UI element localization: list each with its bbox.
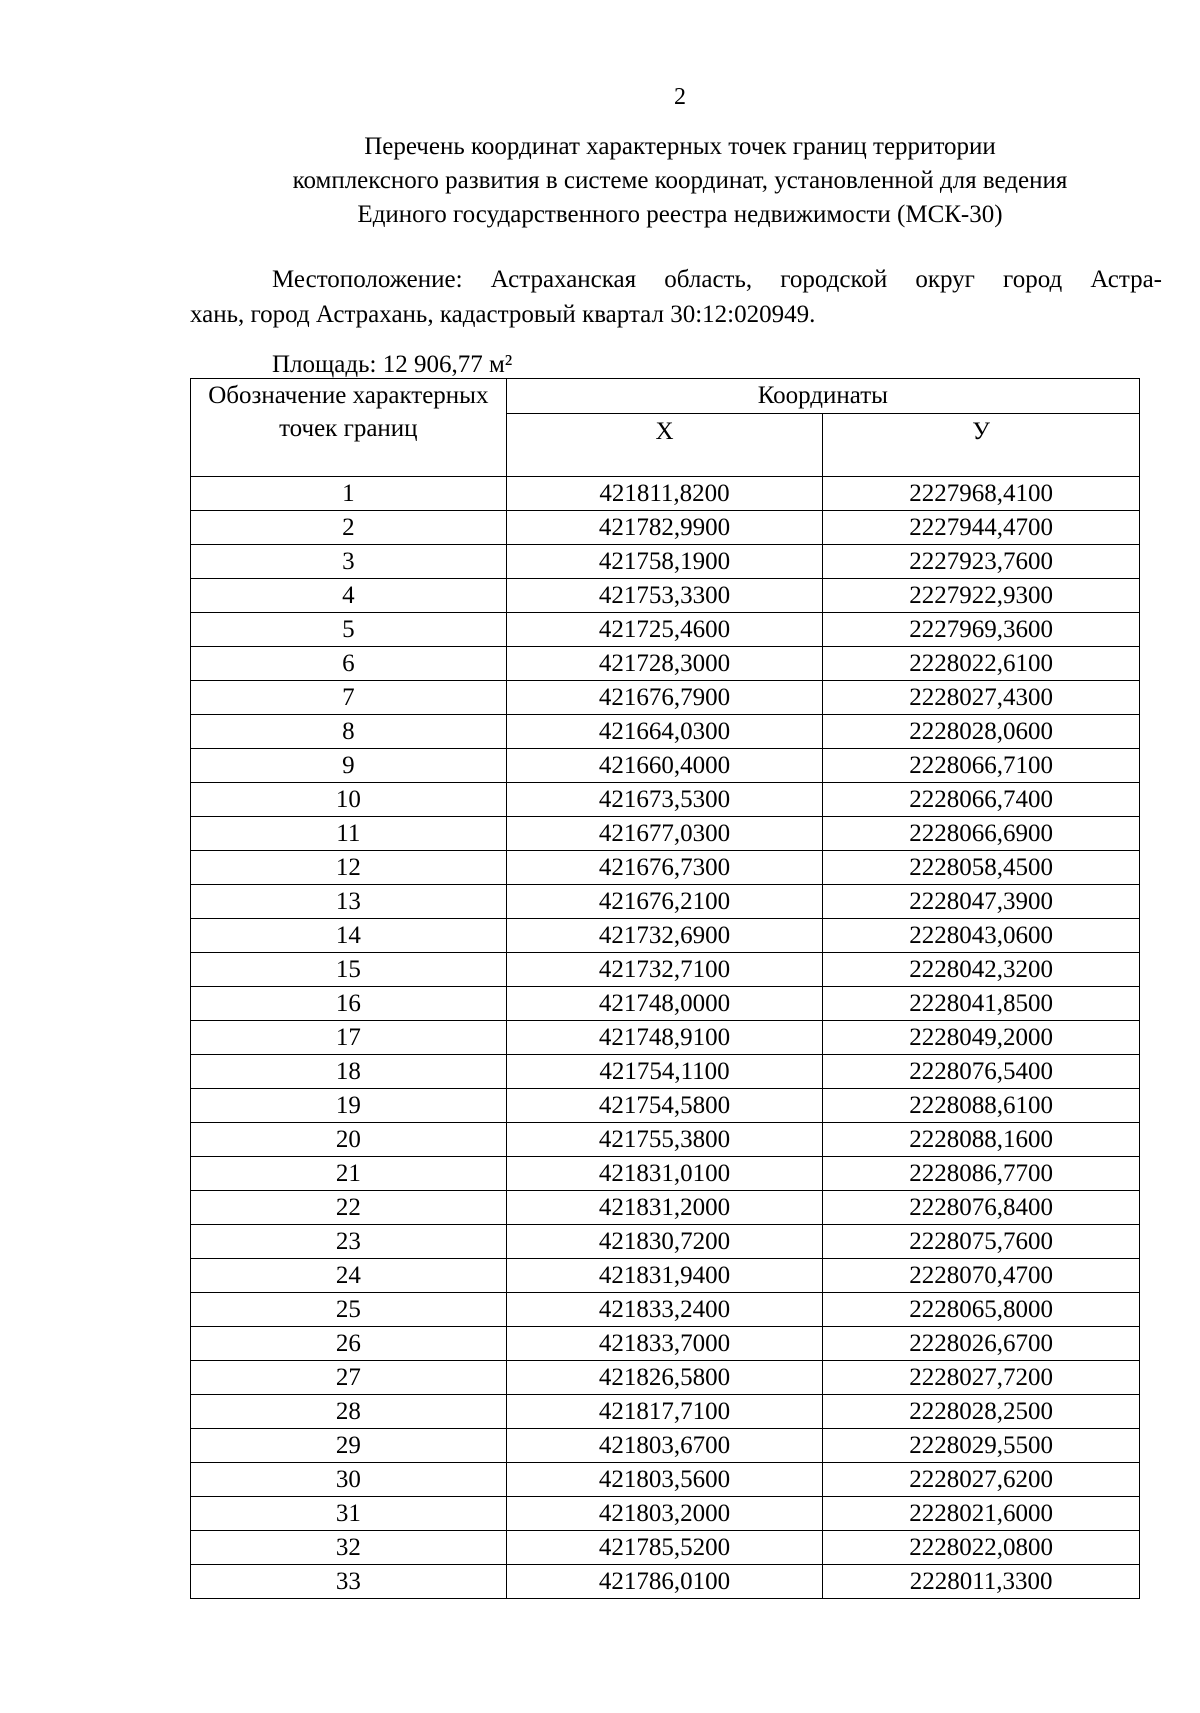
point-number-cell: 2 (191, 511, 507, 545)
table-row (191, 1463, 1140, 1497)
table-row (191, 681, 1140, 715)
table-row (191, 1395, 1140, 1429)
y-coordinate-cell: 2228075,7600 (823, 1225, 1140, 1259)
table-row (191, 783, 1140, 817)
x-coordinate-cell: 421754,5800 (506, 1089, 823, 1123)
x-coordinate-cell: 421831,2000 (506, 1191, 823, 1225)
y-coordinate-cell: 2228042,3200 (823, 953, 1140, 987)
table-row (191, 919, 1140, 953)
table-row (191, 545, 1140, 579)
point-number-cell: 27 (191, 1361, 507, 1395)
y-coordinate-cell: 2227923,7600 (823, 545, 1140, 579)
table-row (191, 749, 1140, 783)
location-line-1: Местоположение: Астраханская область, городской округ город Астра- (272, 266, 1162, 293)
table-row (191, 1021, 1140, 1055)
x-coordinate-cell: 421664,0300 (506, 715, 823, 749)
point-number-cell: 23 (191, 1225, 507, 1259)
point-number-cell: 9 (191, 749, 507, 783)
table-row (191, 885, 1140, 919)
y-coordinate-cell: 2228066,7100 (823, 749, 1140, 783)
y-coordinate-cell: 2228027,6200 (823, 1463, 1140, 1497)
y-coordinate-cell: 2228022,0800 (823, 1531, 1140, 1565)
point-number-cell: 19 (191, 1089, 507, 1123)
x-coordinate-cell: 421725,4600 (506, 613, 823, 647)
header-point-designation: Обозначение характерных точек границ (191, 379, 507, 477)
table-row (191, 1497, 1140, 1531)
point-number-cell: 11 (191, 817, 507, 851)
table-row (191, 477, 1140, 511)
y-coordinate-cell: 2228029,5500 (823, 1429, 1140, 1463)
x-coordinate-cell: 421758,1900 (506, 545, 823, 579)
x-coordinate-cell: 421830,7200 (506, 1225, 823, 1259)
point-number-cell: 29 (191, 1429, 507, 1463)
y-coordinate-cell: 2228043,0600 (823, 919, 1140, 953)
x-coordinate-cell: 421811,8200 (506, 477, 823, 511)
point-number-cell: 24 (191, 1259, 507, 1293)
table-row (191, 1531, 1140, 1565)
point-number-cell: 8 (191, 715, 507, 749)
table-row (191, 1225, 1140, 1259)
table-row (191, 613, 1140, 647)
point-number-cell: 21 (191, 1157, 507, 1191)
point-number-cell: 20 (191, 1123, 507, 1157)
y-coordinate-cell: 2228041,8500 (823, 987, 1140, 1021)
document-title (200, 130, 1160, 232)
point-number-cell: 17 (191, 1021, 507, 1055)
x-coordinate-cell: 421676,7300 (506, 851, 823, 885)
x-coordinate-cell: 421817,7100 (506, 1395, 823, 1429)
point-number-cell: 33 (191, 1565, 507, 1599)
point-number-cell: 18 (191, 1055, 507, 1089)
table-row (191, 1361, 1140, 1395)
x-coordinate-cell: 421785,5200 (506, 1531, 823, 1565)
x-coordinate-cell: 421673,5300 (506, 783, 823, 817)
point-number-cell: 26 (191, 1327, 507, 1361)
x-coordinate-cell: 421754,1100 (506, 1055, 823, 1089)
y-coordinate-cell: 2227969,3600 (823, 613, 1140, 647)
y-coordinate-cell: 2227922,9300 (823, 579, 1140, 613)
table-row (191, 1429, 1140, 1463)
x-coordinate-cell: 421833,7000 (506, 1327, 823, 1361)
y-coordinate-cell: 2228049,2000 (823, 1021, 1140, 1055)
y-coordinate-cell: 2228047,3900 (823, 885, 1140, 919)
coordinates-table (190, 378, 1140, 1599)
x-coordinate-cell: 421728,3000 (506, 647, 823, 681)
y-coordinate-cell: 2228022,6100 (823, 647, 1140, 681)
x-coordinate-cell: 421660,4000 (506, 749, 823, 783)
x-coordinate-cell: 421755,3800 (506, 1123, 823, 1157)
point-number-cell: 7 (191, 681, 507, 715)
table-row (191, 1157, 1140, 1191)
y-coordinate-cell: 2228027,4300 (823, 681, 1140, 715)
x-coordinate-cell: 421732,6900 (506, 919, 823, 953)
table-row (191, 1191, 1140, 1225)
table-row (191, 1259, 1140, 1293)
header-coordinates: Координаты (506, 379, 1139, 414)
y-coordinate-cell: 2228026,6700 (823, 1327, 1140, 1361)
table-row (191, 987, 1140, 1021)
point-number-cell: 6 (191, 647, 507, 681)
table-row (191, 1055, 1140, 1089)
y-coordinate-cell: 2228066,7400 (823, 783, 1140, 817)
title-line-1: Перечень координат характерных точек границ территории (364, 133, 996, 160)
table-row (191, 1293, 1140, 1327)
x-coordinate-cell: 421833,2400 (506, 1293, 823, 1327)
point-number-cell: 14 (191, 919, 507, 953)
table-row (191, 817, 1140, 851)
point-number-cell: 13 (191, 885, 507, 919)
point-number-cell: 3 (191, 545, 507, 579)
table-row (191, 1565, 1140, 1599)
table-row (191, 851, 1140, 885)
y-coordinate-cell: 2228011,3300 (823, 1565, 1140, 1599)
point-number-cell: 15 (191, 953, 507, 987)
x-coordinate-cell: 421786,0100 (506, 1565, 823, 1599)
location-line-2: хань, город Астрахань, кадастровый квартал 30:12:020949. (190, 301, 816, 328)
point-number-cell: 16 (191, 987, 507, 1021)
point-number-cell: 5 (191, 613, 507, 647)
point-number-cell: 22 (191, 1191, 507, 1225)
header-y: У (823, 414, 1140, 477)
point-number-cell: 25 (191, 1293, 507, 1327)
page-number: 2 (674, 84, 686, 110)
area-label: Площадь: 12 906,77 м² (272, 351, 513, 378)
point-number-cell: 32 (191, 1531, 507, 1565)
y-coordinate-cell: 2228076,8400 (823, 1191, 1140, 1225)
y-coordinate-cell: 2228076,5400 (823, 1055, 1140, 1089)
y-coordinate-cell: 2228027,7200 (823, 1361, 1140, 1395)
point-number-cell: 30 (191, 1463, 507, 1497)
table-row (191, 1123, 1140, 1157)
x-coordinate-cell: 421753,3300 (506, 579, 823, 613)
y-coordinate-cell: 2228065,8000 (823, 1293, 1140, 1327)
title-line-2: комплексного развития в системе координат, установленной для ведения (292, 167, 1068, 194)
x-coordinate-cell: 421803,6700 (506, 1429, 823, 1463)
table-row (191, 1327, 1140, 1361)
x-coordinate-cell: 421803,5600 (506, 1463, 823, 1497)
table-row (191, 511, 1140, 545)
y-coordinate-cell: 2228086,7700 (823, 1157, 1140, 1191)
title-line-3: Единого государственного реестра недвижимости (МСК-30) (357, 201, 1003, 228)
x-coordinate-cell: 421826,5800 (506, 1361, 823, 1395)
x-coordinate-cell: 421748,0000 (506, 987, 823, 1021)
y-coordinate-cell: 2228088,6100 (823, 1089, 1140, 1123)
y-coordinate-cell: 2228028,0600 (823, 715, 1140, 749)
x-coordinate-cell: 421831,9400 (506, 1259, 823, 1293)
y-coordinate-cell: 2228070,4700 (823, 1259, 1140, 1293)
x-coordinate-cell: 421803,2000 (506, 1497, 823, 1531)
x-coordinate-cell: 421748,9100 (506, 1021, 823, 1055)
y-coordinate-cell: 2228021,6000 (823, 1497, 1140, 1531)
x-coordinate-cell: 421831,0100 (506, 1157, 823, 1191)
y-coordinate-cell: 2227968,4100 (823, 477, 1140, 511)
point-number-cell: 28 (191, 1395, 507, 1429)
coordinates-table-body (191, 477, 1140, 1599)
point-number-cell: 10 (191, 783, 507, 817)
y-coordinate-cell: 2228066,6900 (823, 817, 1140, 851)
y-coordinate-cell: 2227944,4700 (823, 511, 1140, 545)
y-coordinate-cell: 2228058,4500 (823, 851, 1140, 885)
table-row (191, 647, 1140, 681)
x-coordinate-cell: 421782,9900 (506, 511, 823, 545)
table-row (191, 579, 1140, 613)
x-coordinate-cell: 421677,0300 (506, 817, 823, 851)
x-coordinate-cell: 421676,2100 (506, 885, 823, 919)
point-number-cell: 1 (191, 477, 507, 511)
table-row (191, 953, 1140, 987)
table-row (191, 715, 1140, 749)
y-coordinate-cell: 2228028,2500 (823, 1395, 1140, 1429)
x-coordinate-cell: 421732,7100 (506, 953, 823, 987)
point-number-cell: 4 (191, 579, 507, 613)
table-row (191, 1089, 1140, 1123)
point-number-cell: 31 (191, 1497, 507, 1531)
point-number-cell: 12 (191, 851, 507, 885)
x-coordinate-cell: 421676,7900 (506, 681, 823, 715)
location-paragraph (190, 262, 1162, 332)
header-x: X (506, 414, 823, 477)
y-coordinate-cell: 2228088,1600 (823, 1123, 1140, 1157)
